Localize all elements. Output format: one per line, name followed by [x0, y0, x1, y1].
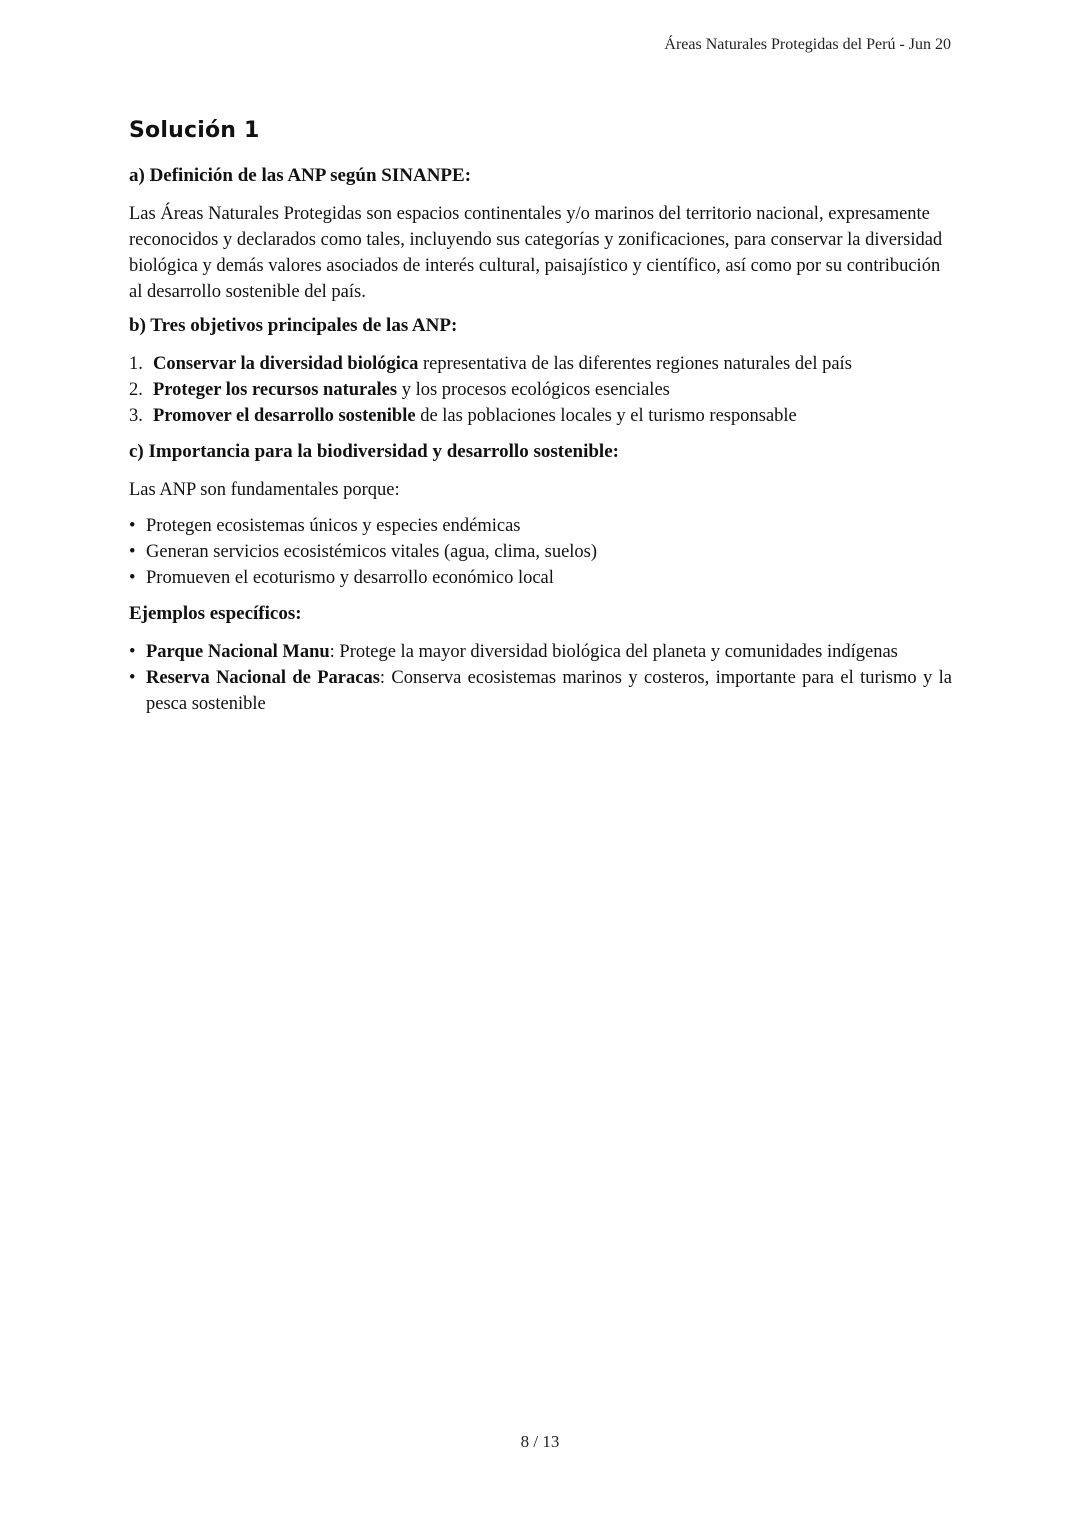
list-item — [129, 665, 952, 717]
bullet-icon: • — [129, 642, 136, 662]
list-item — [129, 351, 952, 377]
importance-list — [129, 513, 952, 591]
objective-rest: representativa de las diferentes regiones naturales del país — [418, 354, 852, 374]
section-c-heading: c) Importancia para la biodiversidad y desarrollo sostenible: — [129, 441, 619, 462]
section-b-heading: b) Tres objetivos principales de las ANP: — [129, 315, 458, 336]
list-item: • Generan servicios ecosistémicos vitales (agua, clima, suelos) — [129, 539, 952, 565]
list-item — [129, 403, 952, 429]
bullet-icon: • — [129, 516, 136, 536]
objectives-list — [129, 351, 952, 429]
page-number: 8 / 13 — [520, 1432, 560, 1451]
list-item — [129, 639, 952, 665]
examples-list — [129, 639, 952, 717]
bullet-icon: • — [129, 668, 136, 688]
objective-rest: de las poblaciones locales y el turismo responsable — [415, 406, 797, 426]
examples-heading: Ejemplos específicos: — [129, 603, 302, 624]
section-a-text: Las Áreas Naturales Protegidas son espacios continentales y/o marinos del territorio nacional, expresamente reconocidos y declarados como tales, incluyendo sus categorías y zonificaciones, para conservar la diversidad biológica y demás valores asociados de interés cultural, paisajístico y científico, así como por su contribución al desarrollo sostenible del país. — [129, 204, 943, 302]
list-number: 2. — [129, 380, 143, 400]
running-header: Áreas Naturales Protegidas del Perú - Jun 20 — [664, 36, 951, 53]
bullet-icon: • — [129, 568, 136, 588]
section-a-heading: a) Definición de las ANP según SINANPE: — [129, 165, 472, 186]
objective-bold: Proteger los recursos naturales — [153, 380, 398, 400]
list-item: • Protegen ecosistemas únicos y especies endémicas — [129, 513, 952, 539]
objective-bold: Conservar la diversidad biológica — [153, 354, 419, 374]
example-name: Reserva Nacional de Paracas — [146, 668, 380, 688]
example-description: : Protege la mayor diversidad biológica del planeta y comunidades indígenas — [329, 642, 898, 662]
list-item: • Promueven el ecoturismo y desarrollo económico local — [129, 565, 952, 591]
objective-rest: y los procesos ecológicos esenciales — [397, 380, 670, 400]
list-number: 1. — [129, 354, 143, 374]
list-number: 3. — [129, 406, 143, 426]
list-item — [129, 377, 952, 403]
objective-bold: Promover el desarrollo sostenible — [153, 406, 416, 426]
bullet-icon: • — [129, 542, 136, 562]
section-c-intro: Las ANP son fundamentales porque: — [129, 480, 400, 500]
example-description: : Conserva ecosistemas marinos y costeros, importante para el turismo y la pesca sostenible — [146, 668, 952, 714]
solution-title: Solución 1 — [129, 118, 260, 143]
page-content — [129, 118, 952, 729]
example-name: Parque Nacional Manu — [146, 642, 330, 662]
